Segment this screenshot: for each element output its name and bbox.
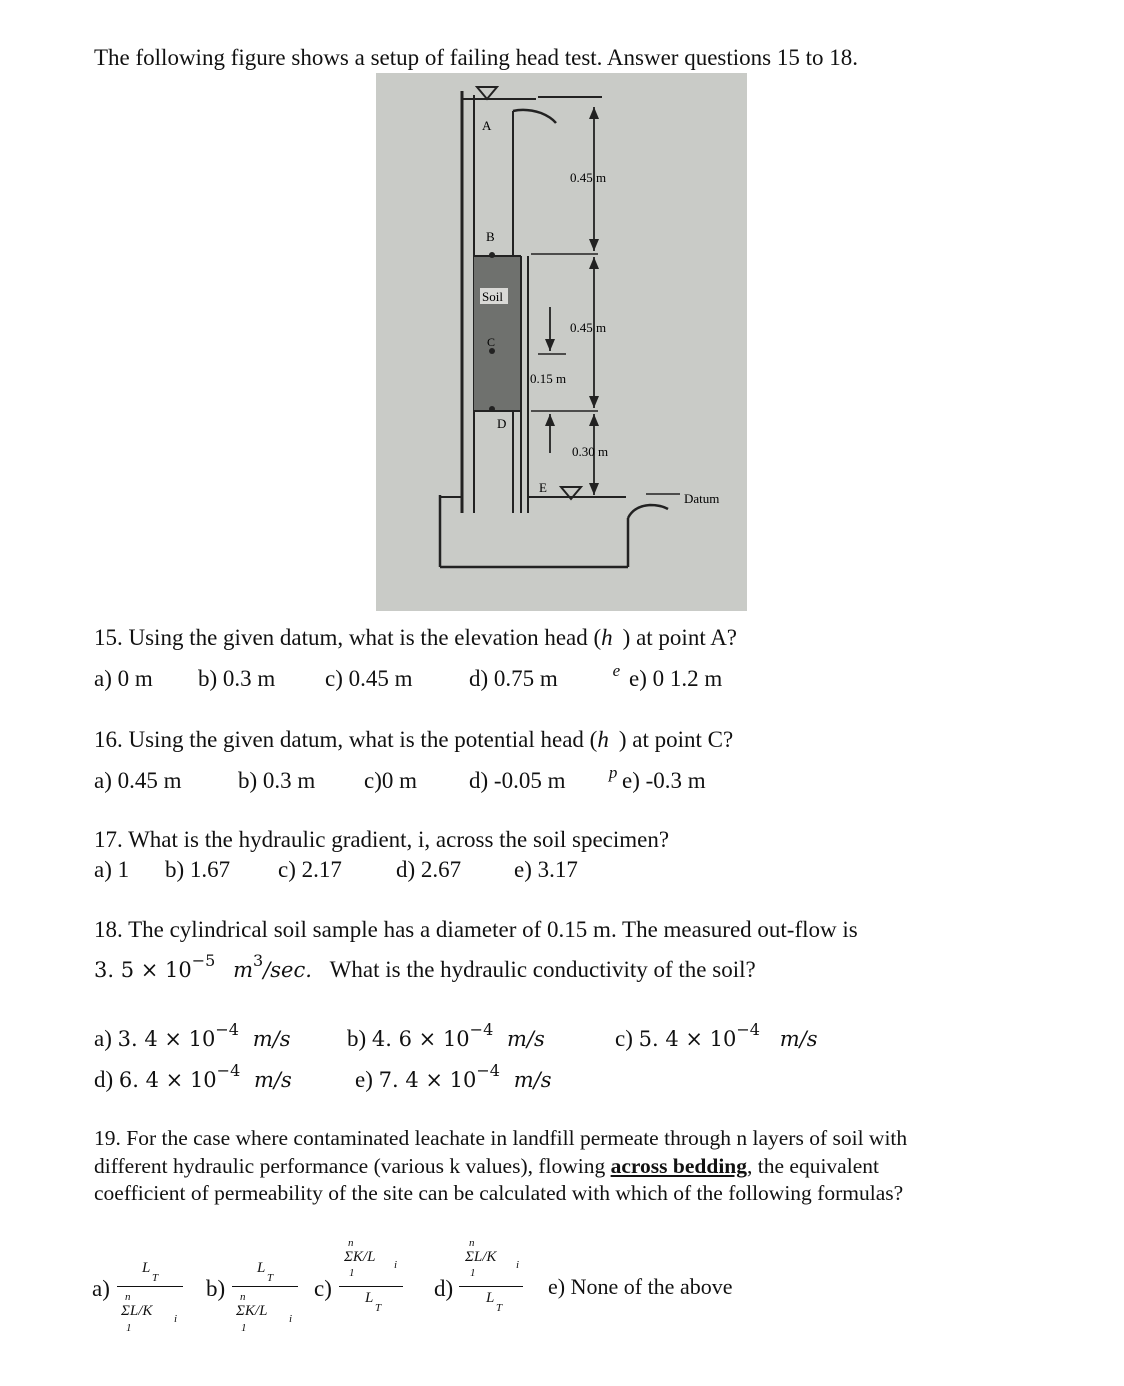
q18-line2: 3. $5 \times 10^{-5}$ $m^3/\sec$. What is the hydraulic conductivity of the soil?: [94, 951, 756, 982]
q19-option-c-label[interactable]: c): [314, 1276, 332, 1301]
dim-label-1: 0.45 m: [570, 170, 607, 185]
q18-option-a[interactable]: a) 3. $4 \times 10^{-4}$ m/s: [94, 1020, 291, 1051]
q15-option-a[interactable]: a) 0 m: [94, 666, 153, 691]
q16-option-d[interactable]: d) -0.05 m: [469, 768, 566, 793]
label-point-b: B: [486, 229, 495, 244]
q18-line1: 18. The cylindrical soil sample has a diameter of 0.15 m. The measured out-flow is: [94, 917, 858, 942]
q15-option-b[interactable]: b) 0.3 m: [198, 666, 276, 691]
intro-text: The following figure shows a setup of failing head test. Answer questions 15 to 18.: [94, 45, 858, 70]
q16-option-e[interactable]: e) -0.3 m: [622, 768, 706, 793]
q17-option-d[interactable]: d) 2.67: [396, 857, 462, 882]
q17-option-c[interactable]: c) 2.17: [278, 857, 342, 882]
q15-option-e[interactable]: e) 0 1.2 m: [629, 666, 723, 691]
q15-question: 15. Using the given datum, what is the elevation head (h e ) at point A?: [94, 625, 738, 680]
q16-question: 16. Using the given datum, what is the potential head (h p ) at point C?: [94, 727, 734, 782]
q19-line2: different hydraulic performance (various k values), flowing across bedding, the equivalent: [94, 1154, 879, 1178]
q19-option-b-label[interactable]: b): [206, 1276, 226, 1301]
q17-option-b[interactable]: b) 1.67: [165, 857, 231, 882]
q16-option-b[interactable]: b) 0.3 m: [238, 768, 316, 793]
q17-option-a[interactable]: a) 1: [94, 857, 130, 882]
q19-line1: 19. For the case where contaminated leachate in landfill permeate through n layers of soil with: [94, 1126, 908, 1150]
q15-option-d[interactable]: d) 0.75 m: [469, 666, 558, 691]
q19-option-e[interactable]: e) None of the above: [548, 1274, 733, 1299]
label-point-a: A: [482, 118, 492, 133]
q17-option-e[interactable]: e) 3.17: [514, 857, 578, 882]
label-soil: Soil: [482, 289, 503, 304]
falling-head-test-figure: [376, 73, 747, 611]
q18-option-e[interactable]: e) 7. $4 \times 10^{-4}$ m/s: [355, 1061, 552, 1092]
q15-option-c[interactable]: c) 0.45 m: [325, 666, 413, 691]
q17-question: 17. What is the hydraulic gradient, i, across the soil specimen?: [94, 827, 670, 852]
q19-option-d-label[interactable]: d): [434, 1276, 454, 1301]
q16-option-a[interactable]: a) 0.45 m: [94, 768, 182, 793]
label-point-e: E: [539, 480, 547, 495]
q19-line3: coefficient of permeability of the site can be calculated with which of the following formulas?: [94, 1181, 904, 1205]
q19-emphasis: across bedding: [610, 1154, 748, 1178]
q18-option-c[interactable]: c) 5. $4 \times 10^{-4}$ m/s: [615, 1020, 818, 1051]
q19-option-a-label[interactable]: a): [92, 1276, 110, 1301]
q18-option-d[interactable]: d) 6. $4 \times 10^{-4}$ m/s: [94, 1061, 292, 1092]
q18-option-b[interactable]: b) 4. $6 \times 10^{-4}$ m/s: [347, 1020, 545, 1051]
dim-label-2: 0.45 m: [570, 320, 607, 335]
q16-option-c[interactable]: c)0 m: [364, 768, 418, 793]
label-point-c: C: [487, 335, 496, 349]
datum-label: Datum: [684, 491, 720, 506]
label-point-d: D: [497, 416, 507, 431]
soil-sample: [474, 256, 521, 411]
dim-label-3: 0.15 m: [530, 371, 567, 386]
dim-label-4: 0.30 m: [572, 444, 609, 459]
